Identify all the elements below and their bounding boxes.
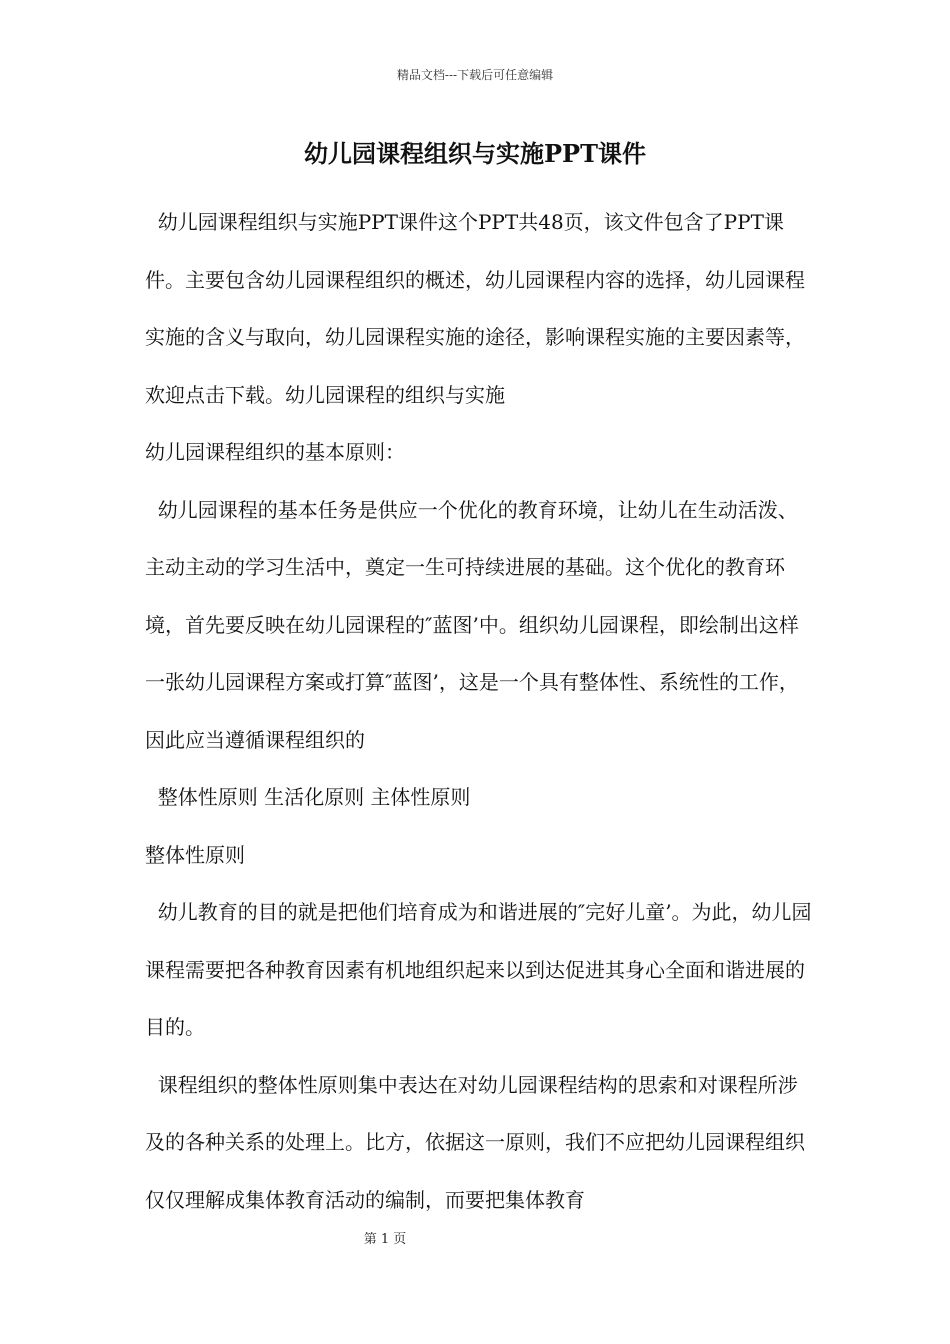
document-body: [145, 194, 813, 1229]
paragraph-wholeness-detail: 课程组织的整体性原则集中表达在对幼儿园课程结构的思索和对课程所涉及的各种关系的处理上。比方，依据这一原则，我们不应把幼儿园课程组织仅仅理解成集体教育活动的编制，而要把集体教育: [145, 1072, 805, 1212]
paragraph-principles-heading: 幼儿园课程组织的基本原则：: [145, 440, 405, 464]
paragraph-education-goal: 幼儿教育的目的就是把他们培育成为和谐进展的″完好儿童’。为此，幼儿园课程需要把各种教育因素有机地组织起来以到达促进其身心全面和谐进展的目的。: [145, 900, 812, 1039]
page-number: 第 1 页: [363, 1232, 407, 1247]
document-title: 幼儿园课程组织与实施PPT课件: [304, 139, 646, 168]
paragraph-basic-task: 幼儿园课程的基本任务是供应一个优化的教育环境，让幼儿在生动活泼、主动主动的学习生活中，奠定一生可持续进展的基础。这个优化的教育环境，首先要反映在幼儿园课程的″蓝图’中。组织幼儿园课程，即绘制出这样一张幼儿园课程方案或打算″蓝图’，这是一个具有整体性、系统性的工作，因此应当遵循课程组织的: [145, 497, 799, 752]
paragraph-principle-list: 整体性原则 生活化原则 主体性原则: [145, 785, 471, 809]
paragraph-intro: 幼儿园课程组织与实施PPT课件这个PPT共48页，该文件包含了PPT课件。主要包含幼儿园课程组织的概述，幼儿园课程内容的选择，幼儿园课程实施的含义与取向，幼儿园课程实施的途径，影响课程实施的主要因素等，欢迎点击下载。幼儿园课程的组织与实施: [145, 210, 805, 407]
page-header: 精品文档---下载后可任意编辑: [396, 68, 554, 82]
paragraph-wholeness-heading: 整体性原则: [145, 842, 245, 867]
